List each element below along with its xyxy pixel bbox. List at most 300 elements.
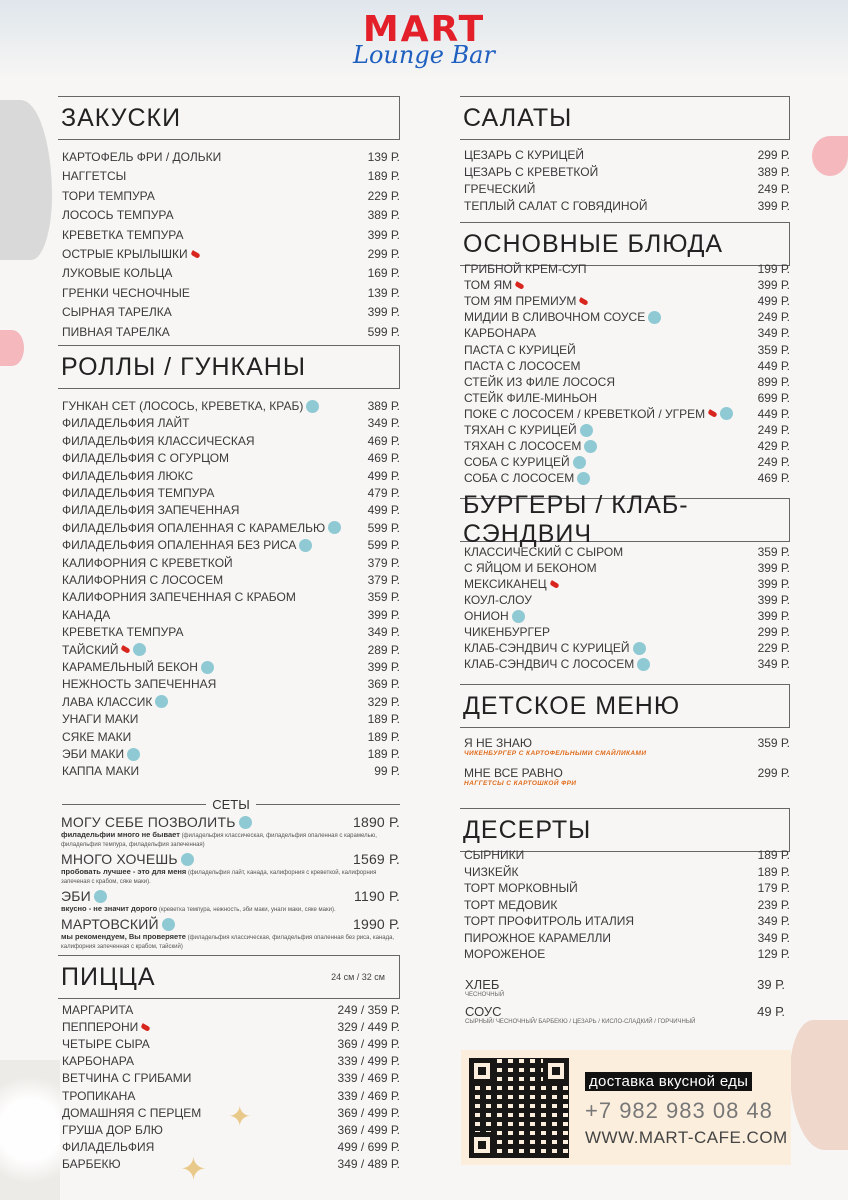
section-title: РОЛЛЫ / ГУНКАНЫ	[61, 352, 306, 381]
item-price: 499 Р.	[757, 294, 790, 309]
item-name: НЕЖНОСТЬ ЗАПЕЧЕННАЯ	[62, 677, 217, 692]
item-name-group	[62, 1089, 135, 1103]
menu-item-row	[62, 590, 400, 604]
item-name-group	[62, 399, 319, 413]
menu-item	[464, 561, 790, 575]
item-name: ОСТРЫЕ КРЫЛЫШКИ	[62, 247, 188, 261]
menu-item	[464, 310, 790, 324]
item-name: ПИРОЖНОЕ КАРАМЕЛЛИ	[464, 930, 612, 945]
menu-item-row	[62, 469, 400, 483]
item-price: 249 Р.	[757, 310, 790, 325]
section-kids	[460, 684, 790, 787]
chili-pepper-icon	[708, 409, 718, 418]
menu-item-row	[62, 150, 400, 164]
item-name: СЫРНИКИ	[464, 848, 525, 862]
item-name: ТЯХАН С ЛОСОСЕМ	[464, 439, 582, 454]
section-deserty	[460, 808, 790, 961]
item-name-group	[464, 577, 559, 591]
menu-item	[62, 608, 400, 622]
item-name-group	[464, 736, 532, 750]
menu-item-row	[464, 848, 790, 862]
item-name: ТЕПЛЫЙ САЛАТ С ГОВЯДИНОЙ	[464, 199, 648, 213]
set-item-row	[61, 916, 400, 932]
item-name-group	[61, 851, 194, 867]
menu-item	[62, 305, 400, 319]
item-description: НАГГЕТСЫ С КАРТОШКОЙ ФРИ	[464, 780, 577, 787]
menu-item	[62, 416, 400, 430]
set-description	[61, 904, 400, 915]
menu-item	[464, 914, 790, 928]
item-name-group	[464, 423, 593, 437]
menu-item	[62, 1020, 400, 1034]
item-name: МНОГО ХОЧЕШЬ	[61, 851, 178, 867]
item-name: ФИЛАДЕЛЬФИЯ КЛАССИЧЕСКАЯ	[62, 433, 255, 448]
item-name-group	[464, 641, 646, 655]
menu-item-row	[62, 1037, 400, 1051]
item-name: УНАГИ МАКИ	[62, 712, 139, 727]
item-name-group	[464, 865, 518, 879]
item-price: 229 Р.	[367, 188, 400, 203]
section-title: ДЕТСКОЕ МЕНЮ	[463, 691, 681, 720]
item-price: 899 Р.	[757, 374, 790, 389]
menu-item	[464, 625, 790, 639]
item-price: 289 Р.	[367, 642, 400, 657]
menu-item	[464, 375, 790, 389]
item-name-group	[62, 486, 214, 500]
menu-item-row	[62, 643, 400, 657]
menu-item	[62, 399, 400, 413]
menu-item-row	[62, 730, 400, 744]
menu-item	[464, 182, 790, 196]
item-name: ЧИЗКЕЙК	[464, 864, 519, 879]
item-name: МЕКСИКАНЕЦ	[464, 577, 547, 591]
menu-item	[62, 266, 400, 280]
item-price: 369 / 499 Р.	[337, 1122, 400, 1137]
item-name: Я НЕ ЗНАЮ	[464, 736, 533, 750]
chili-pepper-icon	[141, 1023, 151, 1032]
item-price: 359 Р.	[757, 736, 790, 750]
item-name: СЯКЕ МАКИ	[62, 729, 132, 744]
item-price: 199 Р.	[757, 262, 790, 276]
item-name: ТОМ ЯМ	[464, 278, 513, 293]
menu-item-row	[464, 914, 790, 928]
item-name: МОРОЖЕНОЕ	[464, 947, 546, 961]
menu-item-row	[464, 182, 790, 196]
item-price: 449 Р.	[757, 406, 790, 421]
item-name: НАГГЕТСЫ	[62, 169, 127, 184]
new-badge-icon	[162, 918, 175, 931]
menu-item-row	[464, 766, 790, 780]
item-name-group	[62, 208, 174, 222]
item-name: ЛУКОВЫЕ КОЛЬЦА	[62, 266, 173, 281]
logo	[0, 9, 848, 69]
chili-pepper-icon	[549, 580, 559, 589]
chili-pepper-icon	[579, 297, 589, 306]
menu-item-row	[62, 169, 400, 183]
menu-item	[62, 521, 400, 535]
item-name-group	[61, 814, 252, 830]
item-name-group	[62, 730, 131, 744]
item-name-group	[62, 189, 155, 203]
menu-item-row	[464, 199, 790, 213]
set-contents: (филадельфия классическая, филадельфия опаленная с карамелью, филадельфия темпура, филадельфия запеченная)	[61, 833, 377, 848]
menu-item-row	[464, 343, 790, 357]
menu-item	[62, 486, 400, 500]
item-name: ФИЛАДЕЛЬФИЯ ЗАПЕЧЕННАЯ	[62, 503, 240, 518]
item-name: ВЕТЧИНА С ГРИБАМИ	[62, 1071, 192, 1086]
item-price: 469 Р.	[757, 471, 790, 486]
menu-item-row	[464, 407, 790, 421]
item-price: 369 / 499 Р.	[337, 1037, 400, 1052]
item-name: СТЕЙК ИЗ ФИЛЕ ЛОСОСЯ	[464, 374, 615, 389]
item-price: 399 Р.	[757, 199, 790, 213]
menu-item-row	[62, 764, 400, 778]
item-name: СЫРНАЯ ТАРЕЛКА	[62, 305, 172, 320]
item-name-group	[62, 608, 110, 622]
item-name-group	[61, 888, 107, 904]
item-name: ПИВНАЯ ТАРЕЛКА	[62, 324, 170, 339]
item-name-group	[62, 169, 126, 183]
item-name: КАЛИФОРНИЯ С КРЕВЕТКОЙ	[62, 555, 233, 570]
item-price: 359 Р.	[757, 545, 790, 559]
menu-item-row	[62, 503, 400, 517]
item-price: 189 Р.	[757, 848, 790, 862]
item-price: 399 Р.	[367, 607, 400, 622]
menu-item	[62, 286, 400, 300]
item-name-group	[62, 625, 183, 639]
item-name-group	[464, 561, 597, 575]
menu-item-row	[464, 391, 790, 405]
menu-item-row	[464, 423, 790, 437]
menu-item	[62, 643, 400, 657]
item-price: 339 / 499 Р.	[337, 1054, 400, 1069]
item-name: КЛАБ-СЭНДВИЧ С ЛОСОСЕМ	[464, 657, 635, 671]
item-name-group	[62, 228, 183, 242]
item-price: 499 / 699 Р.	[337, 1139, 400, 1154]
set-tagline: филадельфии много не бывает	[61, 830, 180, 839]
menu-item	[464, 865, 790, 879]
new-badge-icon	[328, 521, 341, 534]
menu-item	[62, 556, 400, 570]
item-name-group	[62, 1003, 133, 1017]
item-name-group	[464, 881, 578, 895]
menu-item	[62, 538, 400, 552]
item-name: ГРИБНОЙ КРЕМ-СУП	[464, 262, 587, 276]
menu-item-row	[464, 262, 790, 276]
item-name: КАРТОФЕЛЬ ФРИ / ДОЛЬКИ	[62, 150, 222, 164]
item-price: 359 Р.	[367, 590, 400, 605]
set-price: 1190 Р.	[354, 888, 400, 904]
new-badge-icon	[94, 890, 107, 903]
menu-item	[62, 1140, 400, 1154]
menu-item	[62, 1003, 400, 1017]
qr-code[interactable]	[469, 1058, 569, 1158]
set-item	[61, 814, 400, 850]
item-name-group	[62, 712, 138, 726]
set-price: 1990 Р.	[352, 916, 400, 932]
menu-item	[464, 262, 790, 276]
section-pizza	[58, 955, 400, 1171]
logo-mart: MART	[362, 9, 486, 50]
phone-number[interactable]: +7 982 983 08 48	[585, 1098, 773, 1123]
item-name: ГРЕНКИ ЧЕСНОЧНЫЕ	[62, 285, 190, 300]
item-name: КОУЛ-СЛОУ	[464, 593, 532, 607]
section-zakuski	[58, 96, 400, 339]
menu-item	[62, 677, 400, 691]
logo-lounge-bar: Lounge Bar	[353, 41, 495, 69]
new-badge-icon	[181, 853, 194, 866]
item-name: МАРТОВСКИЙ	[61, 916, 159, 932]
menu-item	[464, 545, 790, 559]
item-price: 139 Р.	[367, 285, 400, 300]
item-name-group	[464, 310, 661, 324]
item-name: ЭБИ МАКИ	[62, 747, 125, 761]
new-badge-icon	[573, 456, 586, 469]
item-price: 379 Р.	[367, 555, 400, 570]
menu-item	[464, 294, 790, 308]
set-tagline: вкусно - не значит дорого	[61, 904, 158, 913]
item-name: СТЕЙК ФИЛЕ-МИНЬОН	[464, 390, 598, 405]
menu-item	[62, 434, 400, 448]
item-name: ОНИОН	[464, 609, 509, 623]
new-badge-icon	[580, 424, 593, 437]
item-name-group	[464, 657, 650, 671]
menu-item	[62, 451, 400, 465]
item-name: КЛАССИЧЕСКИЙ С СЫРОМ	[464, 545, 624, 559]
section-header	[460, 491, 790, 548]
menu-item-row	[62, 521, 400, 535]
item-name: ФИЛАДЕЛЬФИЯ	[62, 1139, 155, 1154]
item-description: ЧЕСНОЧНЫЙ	[465, 992, 505, 998]
item-price: 349 Р.	[757, 914, 790, 928]
menu-item-row	[464, 471, 790, 485]
menu-item-row	[62, 695, 400, 709]
set-item	[61, 888, 400, 915]
item-price: 249 Р.	[757, 423, 790, 437]
menu-item	[62, 747, 400, 761]
menu-item	[62, 590, 400, 604]
menu-item-row	[62, 228, 400, 242]
item-name: ЛАВА КЛАССИК	[62, 694, 153, 709]
menu-item-row	[464, 577, 790, 591]
section-osnovnye	[460, 222, 790, 486]
menu-item	[62, 764, 400, 778]
item-name: СОБА С КУРИЦЕЙ	[464, 455, 570, 470]
item-price: 189 Р.	[367, 747, 400, 761]
item-name-group	[464, 199, 648, 213]
item-name: ГУНКАН СЕТ (ЛОСОСЬ, КРЕВЕТКА, КРАБ)	[62, 399, 304, 413]
item-price: 129 Р.	[757, 947, 790, 961]
item-name-group	[62, 643, 146, 657]
set-description	[61, 867, 400, 887]
website-link[interactable]: WWW.MART-CAFE.COM	[585, 1128, 788, 1147]
menu-item	[464, 326, 790, 340]
item-name: КАНАДА	[62, 607, 111, 622]
item-price: 339 / 469 Р.	[337, 1088, 400, 1103]
item-name: КРЕВЕТКА ТЕМПУРА	[62, 227, 184, 242]
menu-item-row	[62, 189, 400, 203]
item-price: 39 Р.	[757, 977, 785, 992]
item-name-group	[62, 747, 140, 761]
item-price: 249 Р.	[757, 455, 790, 470]
item-name-group	[62, 247, 200, 261]
menu-item	[62, 325, 400, 339]
menu-item	[464, 577, 790, 591]
item-price: 299 Р.	[757, 625, 790, 639]
item-name-group	[62, 451, 229, 465]
section-header	[58, 96, 400, 140]
item-name-group	[464, 931, 611, 945]
item-price: 299 Р.	[757, 148, 790, 162]
section-rolly	[58, 345, 400, 779]
menu-item-row	[464, 609, 790, 623]
menu-item-row	[62, 247, 400, 261]
item-price: 399 Р.	[367, 660, 400, 674]
menu-item	[464, 881, 790, 895]
menu-item-row	[464, 326, 790, 340]
set-contents: (креветка темпура, нежность, эби маки, унаги маки, сяке маки).	[158, 907, 336, 913]
hand-decoration	[790, 1020, 848, 1150]
item-name-group	[62, 1123, 163, 1137]
flower-decoration	[0, 1060, 60, 1200]
item-name: ТАЙСКИЙ	[62, 642, 119, 657]
item-name-group	[464, 407, 733, 421]
new-badge-icon	[512, 610, 525, 623]
chili-pepper-icon	[190, 250, 200, 259]
menu-item-row	[464, 625, 790, 639]
item-price: 239 Р.	[757, 897, 790, 912]
menu-item-row	[62, 305, 400, 319]
item-name: КАРБОНАРА	[464, 326, 536, 341]
item-price: 599 Р.	[367, 324, 400, 339]
item-name: КАППА МАКИ	[62, 764, 140, 779]
item-price: 449 Р.	[757, 358, 790, 373]
new-badge-icon	[584, 440, 597, 453]
item-name: ТОРИ ТЕМПУРА	[62, 188, 155, 203]
item-name-group	[464, 625, 550, 639]
item-name: КАЛИФОРНИЯ ЗАПЕЧЕННАЯ С КРАБОМ	[62, 590, 296, 605]
menu-item	[464, 848, 790, 862]
menu-item	[62, 150, 400, 164]
item-price: 399 Р.	[757, 577, 790, 591]
item-name-group	[464, 609, 525, 623]
menu-item	[62, 228, 400, 242]
item-price: 389 Р.	[367, 399, 400, 413]
menu-item-row	[464, 148, 790, 162]
item-price: 349 Р.	[367, 625, 400, 640]
extra-item-row	[465, 1004, 785, 1019]
item-name: КЛАБ-СЭНДВИЧ С КУРИЦЕЙ	[464, 641, 630, 655]
menu-item-row	[62, 1123, 400, 1137]
menu-item-row	[62, 1140, 400, 1154]
menu-item	[62, 1037, 400, 1051]
menu-item-row	[62, 1071, 400, 1085]
new-badge-icon	[648, 311, 661, 324]
item-name-group	[464, 148, 584, 162]
new-badge-icon	[637, 658, 650, 671]
section-header	[460, 222, 790, 266]
extra-item-row	[465, 977, 785, 992]
extra-item	[465, 1004, 785, 1025]
menu-item	[62, 1106, 400, 1120]
menu-item-row	[62, 608, 400, 622]
chili-pepper-icon	[514, 281, 524, 290]
new-badge-icon	[127, 748, 140, 761]
item-price: 499 Р.	[367, 503, 400, 518]
menu-item	[62, 660, 400, 674]
item-price: 399 Р.	[757, 561, 790, 575]
item-name: ПЕППЕРОНИ	[62, 1020, 139, 1035]
item-price: 349 Р.	[367, 416, 400, 431]
menu-item	[464, 641, 790, 655]
menu-item	[464, 766, 790, 787]
item-name: ЭБИ	[61, 888, 91, 904]
item-name: ТРОПИКАНА	[62, 1088, 136, 1103]
set-price: 1569 Р.	[352, 851, 400, 867]
menu-item-row	[62, 1106, 400, 1120]
set-price: 1890 Р.	[352, 814, 400, 830]
menu-item-row	[62, 434, 400, 448]
heart-icon	[812, 136, 848, 176]
menu-item	[464, 148, 790, 162]
extra-item	[465, 977, 785, 998]
menu-item-row	[62, 1054, 400, 1068]
statue-decoration	[0, 100, 52, 260]
item-name-group	[62, 434, 255, 448]
item-name-group	[464, 182, 535, 196]
menu-item-row	[464, 865, 790, 879]
new-badge-icon	[720, 407, 733, 420]
item-name-group	[464, 593, 532, 607]
item-price: 339 / 469 Р.	[337, 1071, 400, 1086]
item-price: 189 Р.	[757, 864, 790, 879]
section-header	[460, 684, 790, 728]
menu-item-row	[62, 286, 400, 300]
item-name-group	[62, 266, 172, 280]
item-name: КАРАМЕЛЬНЫЙ БЕКОН	[62, 660, 198, 674]
item-name-group	[62, 538, 312, 552]
item-name-group	[62, 590, 296, 604]
item-name-group	[464, 914, 634, 928]
item-name: БАРБЕКЮ	[62, 1156, 121, 1171]
section-title: ЗАКУСКИ	[61, 103, 182, 132]
item-price: 429 Р.	[757, 439, 790, 454]
item-price: 599 Р.	[367, 520, 400, 535]
set-description	[61, 932, 400, 952]
item-name: ФИЛАДЕЛЬФИЯ ОПАЛЕННАЯ БЕЗ РИСА	[62, 538, 297, 553]
item-name-group	[464, 848, 524, 862]
menu-item-row	[464, 736, 790, 750]
section-title: САЛАТЫ	[463, 103, 573, 132]
menu-item	[464, 439, 790, 453]
section-header	[58, 345, 400, 389]
menu-item	[62, 1054, 400, 1068]
menu-item	[62, 625, 400, 639]
menu-item-row	[62, 1020, 400, 1034]
new-badge-icon	[299, 539, 312, 552]
new-badge-icon	[201, 661, 214, 674]
item-price: 479 Р.	[367, 486, 400, 500]
item-name-group	[464, 326, 536, 340]
menu-item-row	[62, 538, 400, 552]
section-salaty	[460, 96, 790, 213]
item-price: 349 Р.	[757, 657, 790, 671]
menu-item-row	[62, 1089, 400, 1103]
menu-item	[62, 1089, 400, 1103]
item-price: 249 / 359 Р.	[337, 1003, 400, 1017]
item-name-group	[62, 1054, 134, 1068]
item-name-group	[62, 556, 233, 570]
